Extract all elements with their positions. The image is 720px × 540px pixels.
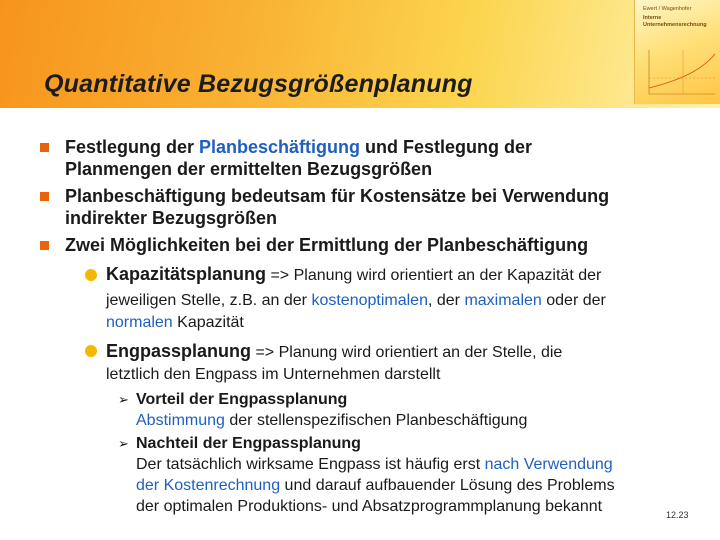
highlight-normal: normalen [106, 314, 173, 331]
sub-bullet-engpass [106, 340, 696, 364]
bullet-highlight: Planbeschäftigung [199, 137, 361, 157]
arrow-bullet-icon: ➢ [118, 436, 129, 451]
book-title-line2: Unternehmensrechnung [643, 22, 707, 28]
nachteil-block [136, 433, 711, 517]
highlight-kostenrechnung: der Kostenrechnung [136, 477, 281, 494]
page-number: 12.23 [666, 510, 689, 520]
highlight-abstimmung: Abstimmung [136, 412, 225, 429]
bullet-text: Planmengen der ermittelten Bezugsgrößen [65, 159, 433, 179]
highlight-kostenoptimal: kostenoptimalen [311, 292, 428, 309]
sub-bullet-lead: Kapazitätsplanung [106, 264, 267, 284]
sub-bullet-continuation: letztlich den Engpass im Unternehmen darstellt [106, 366, 441, 383]
vorteil-heading: Vorteil der Engpassplanung [136, 391, 348, 408]
round-bullet-icon [85, 345, 97, 357]
sub-bullet-text: => Planung wird orientiert an der Kapazität der [266, 267, 602, 284]
nachteil-text: der optimalen Produktions- und Absatzprogrammplanung bekannt [136, 498, 603, 515]
sub-bullet-text: => Planung wird orientiert an der Stelle, die [251, 344, 563, 361]
bullet-text: Festlegung der [65, 137, 200, 157]
sub-bullet-kapazitaet [106, 263, 696, 287]
book-cover-thumbnail [634, 0, 720, 104]
square-bullet-icon [40, 241, 49, 250]
book-authors: Ewert / Wagenhofer [643, 6, 692, 12]
bullet-text: indirekter Bezugsgrößen [65, 208, 278, 228]
round-bullet-icon [85, 269, 97, 281]
book-title-line1: Interne [643, 15, 662, 21]
highlight-maximal: maximalen [464, 292, 542, 309]
highlight-nach-verwendung: nach Verwendung [484, 456, 613, 473]
arrow-bullet-icon: ➢ [118, 392, 129, 407]
sub-bullet-continuation: jeweiligen Stelle, z.B. an der kostenoptimalen, der maximalen oder der normalen Kapazität [106, 292, 606, 331]
bullet-text: und Festlegung der [360, 137, 533, 157]
sub-bullet-lead: Engpassplanung [106, 341, 252, 361]
nachteil-heading: Nachteil der Engpassplanung [136, 435, 361, 452]
vorteil-block [136, 389, 706, 431]
slide-title: Quantitative Bezugsgrößenplanung [44, 70, 473, 98]
vorteil-text: der stellenspezifischen Planbeschäftigung [224, 412, 528, 429]
square-bullet-icon [40, 143, 49, 152]
square-bullet-icon [40, 192, 49, 201]
nachteil-text: und darauf aufbauender Lösung des Problems [280, 477, 615, 494]
nachteil-text: Der tatsächlich wirksame Engpass ist häufig erst [136, 456, 485, 473]
bullet-text: Planbeschäftigung bedeutsam für Kostensätze bei Verwendung [65, 186, 610, 206]
bullet-text: Zwei Möglichkeiten bei der Ermittlung der Planbeschäftigung [65, 235, 589, 255]
book-cover-chart-icon [643, 48, 719, 98]
